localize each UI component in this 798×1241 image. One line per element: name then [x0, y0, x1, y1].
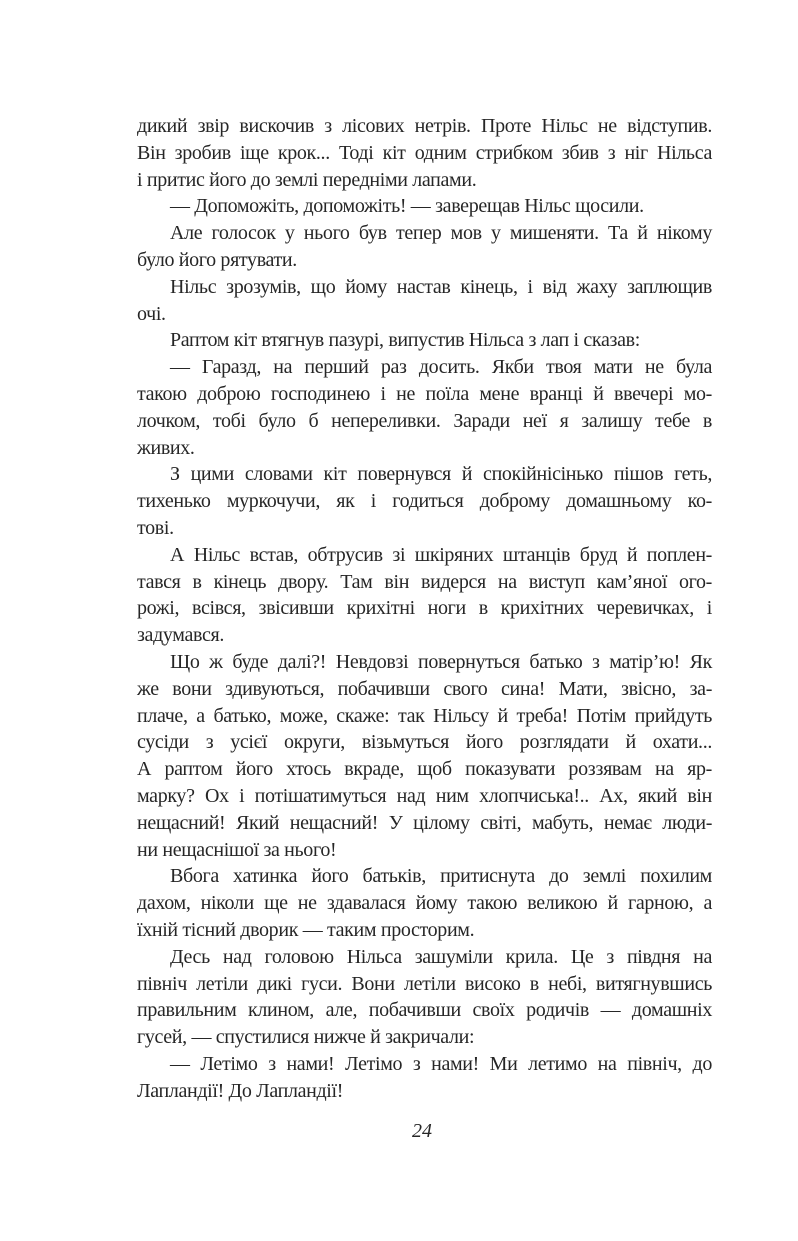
text-line: — Допоможіть, допоможіть! — заверещав Нільс щосили.	[170, 195, 644, 218]
text-line: правильним клином, але, побачивши своїх родичів — домашніх	[137, 999, 712, 1022]
text-line: було його рятувати.	[137, 248, 297, 271]
text-line: рожі, всівся, звісивши крихітні ноги в крихітних черевичках, і	[137, 597, 712, 620]
text-line: дахом, ніколи ще не здавалася йому такою великою й гарною, а	[137, 892, 712, 915]
page-number: 24	[412, 1120, 432, 1142]
text-line: і притис його до землі передніми лапами.	[137, 168, 477, 191]
text-line: тався в кінець двору. Там він видерся на виступ кам’яної ого-	[137, 570, 712, 593]
text-line: ни нещаснішої за нього!	[137, 838, 337, 861]
text-line: північ летіли дикі гуси. Вони летіли високо в небі, витягнувшись	[137, 972, 712, 995]
text-line: марку? Ох і потішатимуться над ним хлопчиська!.. Ах, який він	[137, 784, 712, 807]
text-line: Раптом кіт втягнув пазурі, випустив Нільса з лап і сказав:	[170, 329, 640, 352]
text-line: плаче, а батько, може, скаже: так Нільсу й треба! Потім прийдуть	[137, 704, 712, 727]
text-line: Вбога хатинка його батьків, притиснута до землі похилим	[170, 865, 712, 888]
text-line: Нільс зрозумів, що йому настав кінець, і від жаху заплющив	[170, 275, 712, 298]
text-line: лочком, тобі було б непереливки. Заради неї я залишу тебе в	[137, 409, 712, 432]
text-line: живих.	[137, 436, 195, 459]
text-line: Що ж буде далі?! Невдовзі повернуться батько з матір’ю! Як	[170, 650, 712, 673]
text-line: їхній тісний дворик — таким просторим.	[137, 918, 475, 941]
text-line: Він зробив іще крок... Тоді кіт одним стрибком збив з ніг Нільса	[137, 141, 712, 164]
text-line: дикий звір вискочив з лісових нетрів. Проте Нільс не відступив.	[137, 115, 712, 137]
text-line: тові.	[137, 516, 174, 539]
text-line: тихенько муркочучи, як і годиться доброму домашньому ко-	[137, 490, 712, 513]
text-line: — Гаразд, на перший раз досить. Якби твоя мати не була	[170, 356, 712, 379]
text-line: — Летімо з нами! Летімо з нами! Ми летимо на північ, до	[170, 1052, 712, 1075]
text-line: нещасний! Який нещасний! У цілому світі, мабуть, немає люди-	[137, 811, 712, 834]
text-line: очі.	[137, 302, 166, 325]
page-body	[137, 113, 712, 1104]
text-line: задумався.	[137, 624, 224, 647]
text-line: сусіди з усієї округи, візьмуться його розглядати й охати...	[137, 731, 712, 754]
text-line: А Нільс встав, обтрусив зі шкіряних штанців бруд й поплен-	[170, 543, 712, 566]
text-line: Лапландії! До Лапландії!	[137, 1079, 344, 1102]
text-line: гусей, — спустилися нижче й закричали:	[137, 1026, 475, 1049]
text-line: же вони здивуються, побачивши свого сина! Мати, звісно, за-	[137, 677, 712, 700]
text-line: Але голосок у нього був тепер мов у мишеняти. Та й нікому	[170, 222, 712, 245]
text-line: А раптом його хтось вкраде, щоб показувати роззявам на яр-	[137, 758, 712, 781]
text-line: Десь над головою Нільса зашуміли крила. Це з півдня на	[170, 945, 712, 968]
text-line: З цими словами кіт повернувся й спокійнісінько пішов геть,	[170, 463, 712, 486]
text-line: такою доброю господинею і не поїла мене вранці й ввечері мо-	[137, 382, 712, 405]
